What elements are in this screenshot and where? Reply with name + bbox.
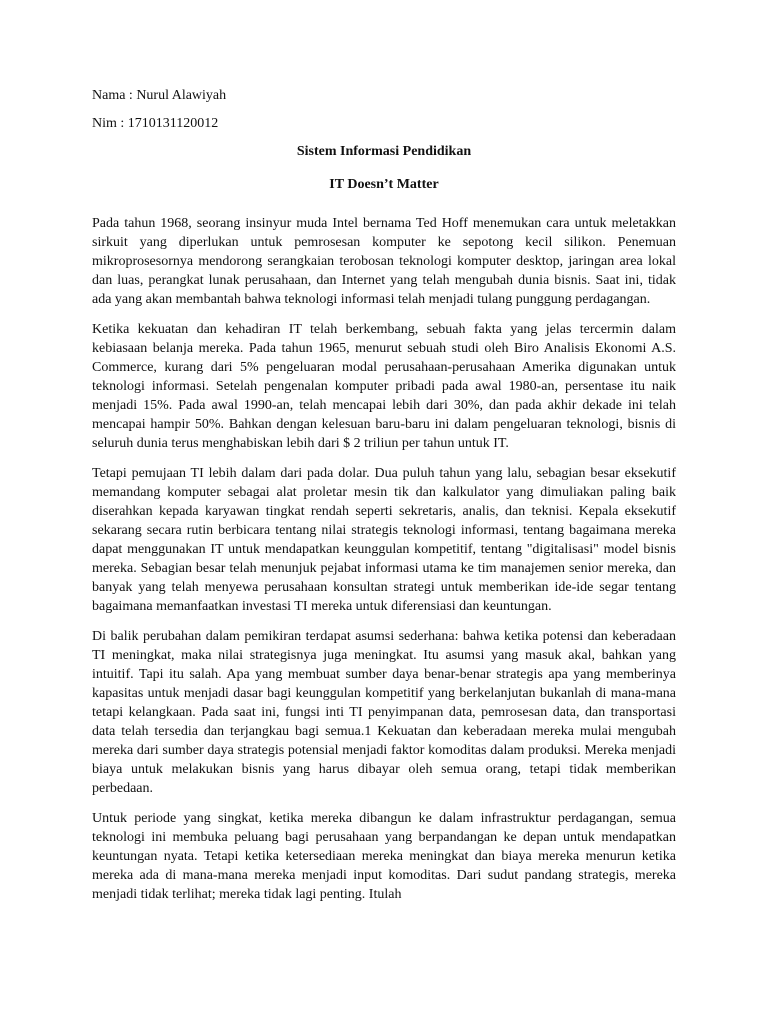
paragraph-3: Tetapi pemujaan TI lebih dalam dari pada dolar. Dua puluh tahun yang lalu, sebagian besar eksekutif memandang komputer sebagai alat proletar mesin tik dan kalkulator yang dimuliakan paling baik diserahkan kepada karyawan tingkat rendah seperti sekretaris, analis, dan teknisi. Kepala eksekutif sekarang secara rutin berbicara tentang nilai strategis teknologi informasi, tentang bagaimana mereka dapat menggunakan IT untuk mendapatkan keunggulan kompetitif, tentang "digitalisasi" model bisnis mereka. Sebagian besar telah menunjuk pejabat informasi utama ke tim manajemen senior mereka, dan banyak yang telah menyewa perusahaan konsultan strategi untuk memberikan ide-ide segar tentang bagaimana memanfaatkan investasi TI mereka untuk diferensiasi dan keuntungan. xyxy=(92,466,676,614)
student-id: Nim : 1710131120012 xyxy=(92,116,219,131)
paragraph-2: Ketika kekuatan dan kehadiran IT telah berkembang, sebuah fakta yang jelas tercermin dalam kebiasaan belanja mereka. Pada tahun 1965, menurut sebuah studi oleh Biro Analisis Ekonomi A.S. Commerce, kurang dari 5% pengeluaran modal perusahaan-perusahaan Amerika digunakan untuk teknologi informasi. Setelah pengenalan komputer pribadi pada awal 1980-an, persentase itu naik menjadi 15%. Pada awal 1990-an, telah mencapai lebih dari 30%, dan pada akhir dekade ini telah mencapai hampir 50%. Bahkan dengan kelesuan baru-baru ini dalam pengeluaran teknologi, bisnis di seluruh dunia terus menghabiskan lebih dari $ 2 triliun per tahun untuk IT. xyxy=(92,322,676,451)
document-title: Sistem Informasi Pendidikan xyxy=(296,144,472,159)
paragraph-1: Pada tahun 1968, seorang insinyur muda Intel bernama Ted Hoff menemukan cara untuk meletakkan sirkuit yang diperlukan untuk pemrosesan komputer ke sepotong kecil silikon. Penemuan mikroprosesornya mendorong serangkaian terobosan teknologi komputer desktop, jaringan area lokal dan luas, perangkat lunak perusahaan, dan Internet yang telah mengubah dunia bisnis. Saat ini, tidak ada yang akan membantah bahwa teknologi informasi telah menjadi tulang punggung perdagangan. xyxy=(92,216,676,307)
document-body xyxy=(92,86,676,915)
paragraph-5: Untuk periode yang singkat, ketika mereka dibangun ke dalam infrastruktur perdagangan, semua teknologi ini membuka peluang bagi perusahaan yang berpandangan ke depan untuk mendapatkan keuntungan nyata. Tetapi ketika ketersediaan mereka meningkat dan biaya mereka menurun ketika mereka ada di mana-mana mereka menjadi input komoditas. Dari sudut pandang strategis, mereka menjadi tidak terlihat; mereka tidak lagi penting. Itulah xyxy=(92,811,676,902)
student-name: Nama : Nurul Alawiyah xyxy=(92,88,227,103)
document-subtitle: IT Doesn’t Matter xyxy=(329,177,439,192)
paragraph-4: Di balik perubahan dalam pemikiran terdapat asumsi sederhana: bahwa ketika potensi dan keberadaan TI meningkat, maka nilai strategisnya juga meningkat. Itu asumsi yang masuk akal, bahkan yang intuitif. Tapi itu salah. Apa yang membuat sumber daya benar-benar strategis apa yang memberinya kapasitas untuk menjadi dasar bagi keunggulan kompetitif yang berkelanjutan bukanlah di mana-mana tetapi kelangkaan. Pada saat ini, fungsi inti TI penyimpanan data, pemrosesan data, dan transportasi data telah tersedia dan terjangkau bagi semua.1 Kekuatan dan keberadaan mereka mulai mengubah mereka dari sumber daya strategis potensial menjadi faktor komoditas dalam produksi. Mereka menjadi biaya untuk melakukan bisnis yang harus dibayar oleh semua orang, tetapi tidak memberikan perbedaan. xyxy=(92,629,676,796)
